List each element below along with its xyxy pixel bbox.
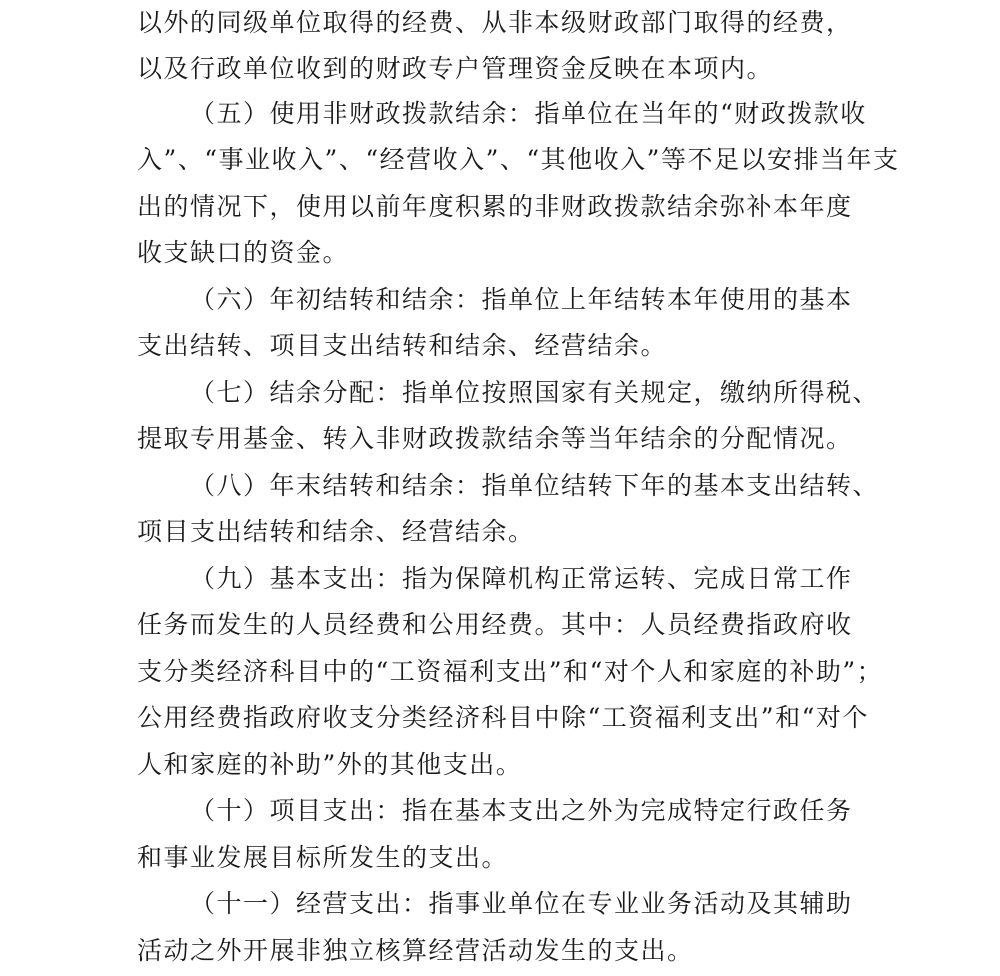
text-line-6: 收支缺口的资金。 bbox=[137, 238, 350, 267]
section-8-heading-line: （八）年末结转和结余：指单位结转下年的基本支出结转、 bbox=[190, 471, 880, 500]
section-11-heading-line: （十一）经营支出：指事业单位在专业业务活动及其辅助 bbox=[190, 889, 853, 918]
text-line-14: 任务而发生的人员经费和公用经费。其中：人员经费指政府收 bbox=[137, 610, 853, 639]
text-line-10: 提取专用基金、转入非财政拨款结余等当年结余的分配情况。 bbox=[137, 424, 853, 453]
text-line-1: 以外的同级单位取得的经费、从非本级财政部门取得的经费， bbox=[137, 8, 853, 37]
text-line-4: 入”、“事业收入”、“经营收入”、“其他收入”等不足以安排当年支 bbox=[137, 145, 900, 174]
text-line-12: 项目支出结转和结余、经营结余。 bbox=[137, 517, 535, 546]
section-7-heading-line: （七）结余分配：指单位按照国家有关规定，缴纳所得税、 bbox=[190, 378, 880, 407]
text-line-17: 人和家庭的补助”外的其他支出。 bbox=[137, 750, 523, 779]
text-line-21: 活动之外开展非独立核算经营活动发生的支出。 bbox=[137, 936, 694, 965]
text-line-16: 公用经费指政府收支分类经济科目中除“工资福利支出”和“对个 bbox=[137, 703, 869, 732]
text-line-15: 支分类经济科目中的“工资福利支出”和“对个人和家庭的补助”； bbox=[137, 657, 884, 686]
section-6-heading-line: （六）年初结转和结余：指单位上年结转本年使用的基本 bbox=[190, 285, 853, 314]
section-9-heading-line: （九）基本支出：指为保障机构正常运转、完成日常工作 bbox=[190, 564, 853, 593]
text-line-2: 以及行政单位收到的财政专户管理资金反映在本项内。 bbox=[137, 54, 774, 83]
section-5-heading-line: （五）使用非财政拨款结余：指单位在当年的“财政拨款收 bbox=[190, 99, 867, 128]
text-line-5: 出的情况下，使用以前年度积累的非财政拨款结余弥补本年度 bbox=[137, 192, 853, 221]
text-line-8: 支出结转、项目支出结转和结余、经营结余。 bbox=[137, 331, 668, 360]
section-10-heading-line: （十）项目支出：指在基本支出之外为完成特定行政任务 bbox=[190, 796, 853, 825]
text-line-19: 和事业发展目标所发生的支出。 bbox=[137, 843, 509, 872]
